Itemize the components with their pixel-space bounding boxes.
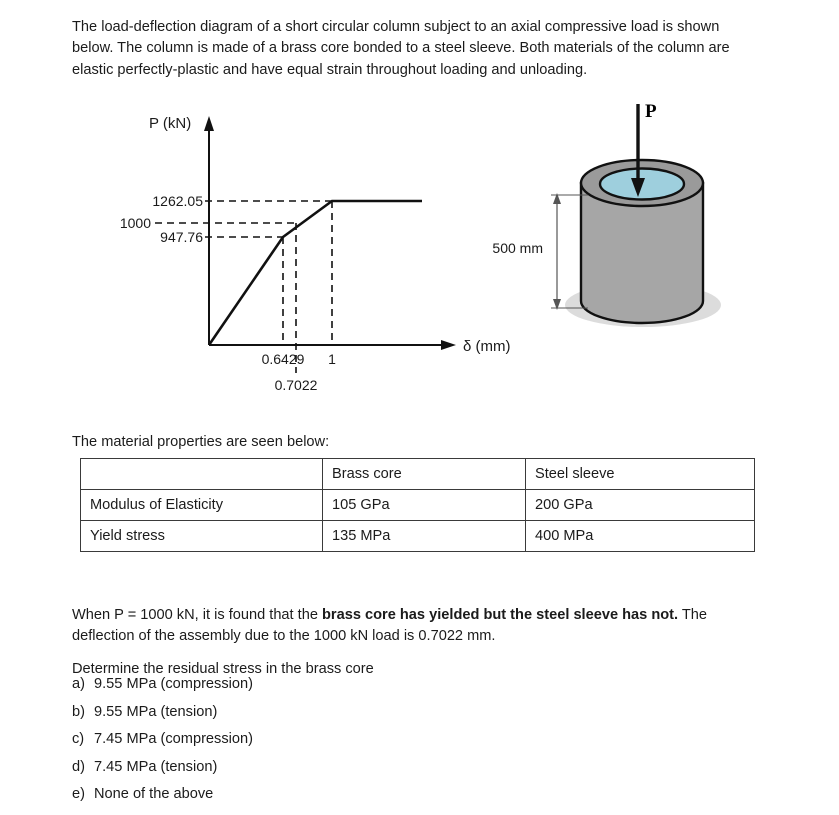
x-tick-label-0p6429: 0.6429 xyxy=(261,351,305,367)
x-axis-label: δ (mm) xyxy=(463,338,511,355)
condition-paragraph xyxy=(72,605,732,648)
answer-options xyxy=(72,676,472,814)
column-diagram xyxy=(492,101,721,327)
option-d-marker: d) xyxy=(72,758,85,775)
condition-text-bold: brass core has yielded but the steel sleeve has not. xyxy=(322,606,679,623)
option-a-marker: a) xyxy=(72,676,85,692)
option-c[interactable] xyxy=(72,731,472,759)
y-axis-arrowhead xyxy=(204,116,214,131)
y-tick-label-1262: 1262.05 xyxy=(152,193,203,209)
option-c-label: 7.45 MPa (compression) xyxy=(94,731,253,747)
table-row xyxy=(81,521,755,552)
cell-yield-brass: 135 MPa xyxy=(323,521,526,552)
y-axis-label: P (kN) xyxy=(149,115,192,132)
option-d-label: 7.45 MPa (tension) xyxy=(94,758,218,775)
option-a-label: 9.55 MPa (compression) xyxy=(94,676,253,692)
option-b[interactable] xyxy=(72,704,472,732)
cell-modulus-brass: 105 GPa xyxy=(323,490,526,521)
table-header-row xyxy=(81,459,755,490)
table-row xyxy=(81,490,755,521)
table-header-brass-core: Brass core xyxy=(323,459,526,490)
load-arrow-label: P xyxy=(645,101,657,122)
y-tick-label-1000: 1000 xyxy=(119,215,151,231)
row-label-modulus: Modulus of Elasticity xyxy=(81,490,323,521)
cell-modulus-steel: 200 GPa xyxy=(526,490,755,521)
x-tick-label-0p7022: 0.7022 xyxy=(274,377,318,393)
condition-text-before: When P = 1000 kN, it is found that the xyxy=(72,606,323,623)
option-e-label: None of the above xyxy=(94,786,214,802)
figure-area xyxy=(0,98,839,428)
condition-text-after: The deflection of the assembly due to the 1000 kN load is 0.7022 mm. xyxy=(72,606,708,645)
intro-paragraph: The load-deflection diagram of a short circular column subject to an axial compressive load is shown below. The column is made of a brass core bonded to a steel sleeve. Both materials of the column are elastic perfectly-plastic and have equal strain throughout loading and unloading. xyxy=(72,18,730,78)
option-b-marker: b) xyxy=(72,703,85,720)
y-tick-label-947: 947.76 xyxy=(160,229,203,245)
x-axis-arrowhead xyxy=(441,340,456,350)
dimension-label: 500 mm xyxy=(492,240,543,256)
table-caption: The material properties are seen below: xyxy=(72,434,330,450)
option-e-marker: e) xyxy=(72,786,85,802)
option-a[interactable] xyxy=(72,676,472,704)
option-e[interactable] xyxy=(72,786,472,814)
cell-yield-steel: 400 MPa xyxy=(526,521,755,552)
table-header-blank xyxy=(81,459,323,490)
option-c-marker: c) xyxy=(72,731,85,747)
x-tick-label-1: 1 xyxy=(328,351,336,367)
load-deflection-chart xyxy=(120,115,511,393)
question-prompt: Determine the residual stress in the brass core xyxy=(72,660,374,677)
material-properties-table xyxy=(80,458,755,552)
table-header-steel-sleeve: Steel sleeve xyxy=(526,459,755,490)
option-d[interactable] xyxy=(72,759,472,787)
row-label-yield: Yield stress xyxy=(81,521,323,552)
option-b-label: 9.55 MPa (tension) xyxy=(94,703,218,720)
figure-svg xyxy=(0,98,839,428)
